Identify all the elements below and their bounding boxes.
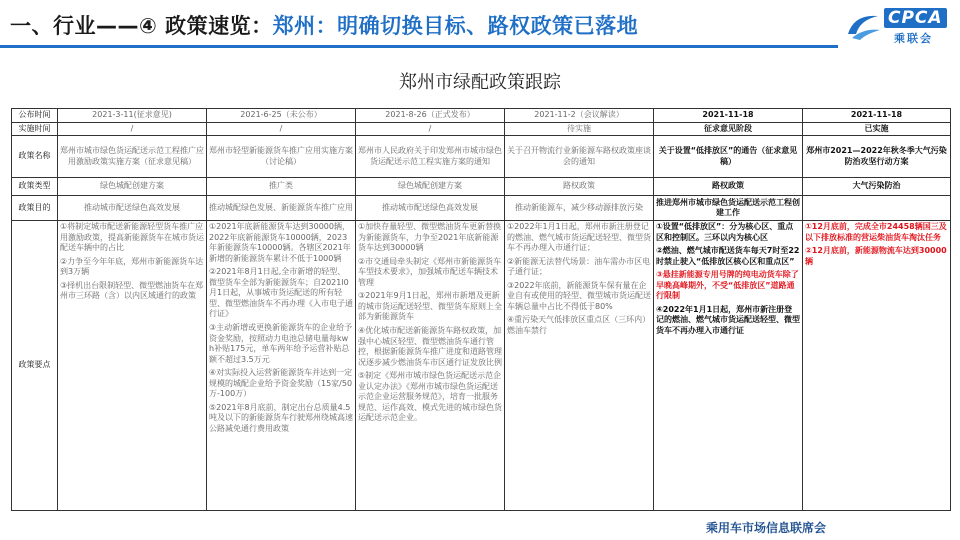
- cpca-logo: [842, 6, 954, 48]
- point-item: ④对实际投入运营新能源货车并达到一定规模的城配企业给予资金奖励（15家/50万-100万）: [209, 368, 353, 399]
- cell-points: [58, 221, 207, 511]
- cell-impl: /: [207, 122, 356, 136]
- row-label-name: 政策名称: [12, 136, 58, 178]
- point-item: ③择机出台限制轻型、微型燃油货车在郑州市三环路（含）以内区域通行的政策: [60, 280, 204, 301]
- logo-mark-icon: [844, 8, 882, 44]
- cell-goal: [803, 196, 951, 221]
- point-item: ①加快存量轻型、微型燃油货车更新替换为新能源货车，力争至2021年底新能源货车达到30000辆: [358, 222, 502, 253]
- cell-impl: /: [58, 122, 207, 136]
- point-item: ③2022年底前，新能源货车保有量在企业自有或使用的轻型、微型城市货运配送车辆总量中占比不得低于80%: [507, 280, 651, 311]
- point-item: ①将制定城市配送新能源轻型货车推广应用激励政策，提高新能源货车在城市货运配送车辆中的占比: [60, 222, 204, 253]
- point-item: ②燃油、燃气城市配送货车每天7时至22时禁止驶入“低排放区核心区和重点区”: [656, 246, 800, 266]
- point-item: ①2021年底新能源货车达到30000辆，2022年底新能源货车10000辆，2023年新能源货车10000辆。各辖区2021年新增的新能源货车累计不低于1000辆: [209, 222, 351, 263]
- cell-type: 绿色城配创建方案: [58, 178, 207, 196]
- cell-date: 2021-11-2（会议解读）: [505, 109, 654, 123]
- cell-points: [356, 221, 505, 511]
- row-label-points: 政策要点: [12, 221, 58, 511]
- point-item: ②力争至今年年底，郑州市新能源货车达到3万辆: [60, 256, 204, 277]
- point-item-highlight: ①12月底前，完成全市24458辆国三及以下排放标准的营运柴油货车淘汰任务: [805, 222, 947, 242]
- point-item-highlight: ③悬挂新能源专用号牌的纯电动货车除了早晚高峰期外，不受“低排放区”道路通行限制: [656, 270, 799, 301]
- cell-points: [505, 221, 654, 511]
- cell-type: 大气污染防治: [803, 178, 951, 196]
- cell-date: 2021-6-25（未公布）: [207, 109, 356, 123]
- point-item: ③主动新增或更换新能源货车的企业给予资金奖励，按照动力电池总储电量每kwh补贴175元，单车两年给予运营补贴总额不超过3.5万元: [209, 323, 353, 364]
- point-item: ③2021年9月1日起，郑州市新增及更新的城市货运配送轻型、微型货车原则上全部为新能源货车: [358, 291, 502, 322]
- row-points: [12, 221, 951, 511]
- cell-date: 2021-11-18: [654, 109, 803, 123]
- row-impl: [12, 122, 951, 136]
- header-divider: [0, 45, 838, 48]
- row-label-date: 公布时间: [12, 109, 58, 123]
- cell-impl: 已实施: [803, 122, 951, 136]
- point-item: ②2021年8月1日起,全市新增的轻型、微型货车全部为新能源货车；自2021l0月1日起，从事城市货运配送的所有轻型、微型燃油货车不再办理《入市电子通行证》: [209, 267, 353, 319]
- cell-goal: 推进郑州市城市绿色货运配送示范工程创建工作: [654, 196, 803, 221]
- cell-type: 路权政策: [505, 178, 654, 196]
- cell-name: 郑州市2021—2022年秋冬季大气污染防治攻坚行动方案: [803, 136, 951, 178]
- point-item: ①设置“低排放区”：分为核心区、重点区和控制区。三环以内为核心区: [656, 222, 794, 242]
- row-label-goal: 政策目的: [12, 196, 58, 221]
- point-item: ④优化城市配送新能源货车路权政策，加强中心城区轻型、微型燃油货车通行管控，根据新能源货车推广进度和道路管理况逐步减少燃油货车市区通行证发放比例: [358, 326, 502, 367]
- header: [0, 0, 960, 48]
- row-date: [12, 109, 951, 123]
- cell-points: [654, 221, 803, 511]
- cell-impl: 征求意见阶段: [654, 122, 803, 136]
- cell-type: 推广类: [207, 178, 356, 196]
- point-item: ⑤2021年8月底前，制定出台总质量4.5吨及以下的新能源货车行驶郑州绕城高速公路减免通行费用政策: [209, 402, 353, 433]
- page-title: 一、行业——④ 政策速览：郑州：明确切换目标、路权政策已落地: [10, 14, 639, 38]
- cell-goal: 推动城市配送绿色高效发展: [58, 196, 207, 221]
- cell-type: 路权政策: [654, 178, 803, 196]
- cell-impl: 待实施: [505, 122, 654, 136]
- point-item: ④重污染天气低排放区重点区（三环内）燃油车禁行: [507, 315, 651, 336]
- row-label-impl: 实施时间: [12, 122, 58, 136]
- cell-date: 2021-8-26（正式发布）: [356, 109, 505, 123]
- row-label-type: 政策类型: [12, 178, 58, 196]
- point-item: ②新能源无法替代场景：油车需办市区电子通行证；: [507, 256, 651, 277]
- cell-type: 绿色城配创建方案: [356, 178, 505, 196]
- row-name: [12, 136, 951, 178]
- cell-date: 2021-3-11(征求意见): [58, 109, 207, 123]
- point-item: ④2022年1月1日起，郑州市新注册登记的燃油、燃气城市货运配送轻型、微型货车不再办理入市通行证: [656, 304, 800, 336]
- cell-goal: 推动新能源车，减少移动源排放污染: [505, 196, 654, 221]
- point-item: ②市交通局牵头制定《郑州市新能源货车车型技术要求》，加强城市配送车辆技术管理: [358, 256, 502, 287]
- page-title-accent: 郑州：明确切换目标、路权政策已落地: [272, 14, 639, 38]
- logo-cn-text: 乘联会: [894, 32, 933, 45]
- cell-points: [207, 221, 356, 511]
- table-title: 郑州市绿配政策跟踪: [399, 72, 561, 93]
- cell-name: 关于召开物流行业新能源车路权政策座谈会的通知: [505, 136, 654, 178]
- row-type: [12, 178, 951, 196]
- row-goal: [12, 196, 951, 221]
- cell-name: 郑州市轻型新能源货车推广应用实施方案（讨论稿）: [207, 136, 356, 178]
- cell-impl: /: [356, 122, 505, 136]
- cell-points: [803, 221, 951, 511]
- cell-goal: 推动城市配送绿色高效发展: [356, 196, 505, 221]
- footer-source: 乘用车市场信息联席会: [706, 521, 827, 535]
- cell-goal: 推动城配绿色发展、新能源货车推广应用: [207, 196, 356, 221]
- cell-name: 关于设置“低排放区”的通告（征求意见稿）: [654, 136, 803, 178]
- cell-date: 2021-11-18: [803, 109, 951, 123]
- policy-table: [11, 108, 951, 511]
- point-item-highlight: ②12月底前，新能源物流车达到30000辆: [805, 246, 947, 266]
- logo-text: CPCA: [884, 8, 947, 28]
- cell-name: 郑州市人民政府关于印发郑州市城市绿色货运配送示范工程实施方案的通知: [356, 136, 505, 178]
- point-item: ①2022年1月1日起，郑州市新注册登记的燃油、燃气城市货运配送轻型、微型货车不再办理入市通行证；: [507, 222, 651, 253]
- point-item: ⑤制定《郑州市城市绿色货运配送示范企业认定办法》《郑州市城市绿色货运配送示范企业运营服务规范》，培育一批服务规范、运作高效、模式先进的城市绿色货运配送示范企业。: [358, 371, 502, 423]
- cell-name: 郑州市城市绿色货运配送示范工程推广应用激励政策实施方案（征求意见稿）: [58, 136, 207, 178]
